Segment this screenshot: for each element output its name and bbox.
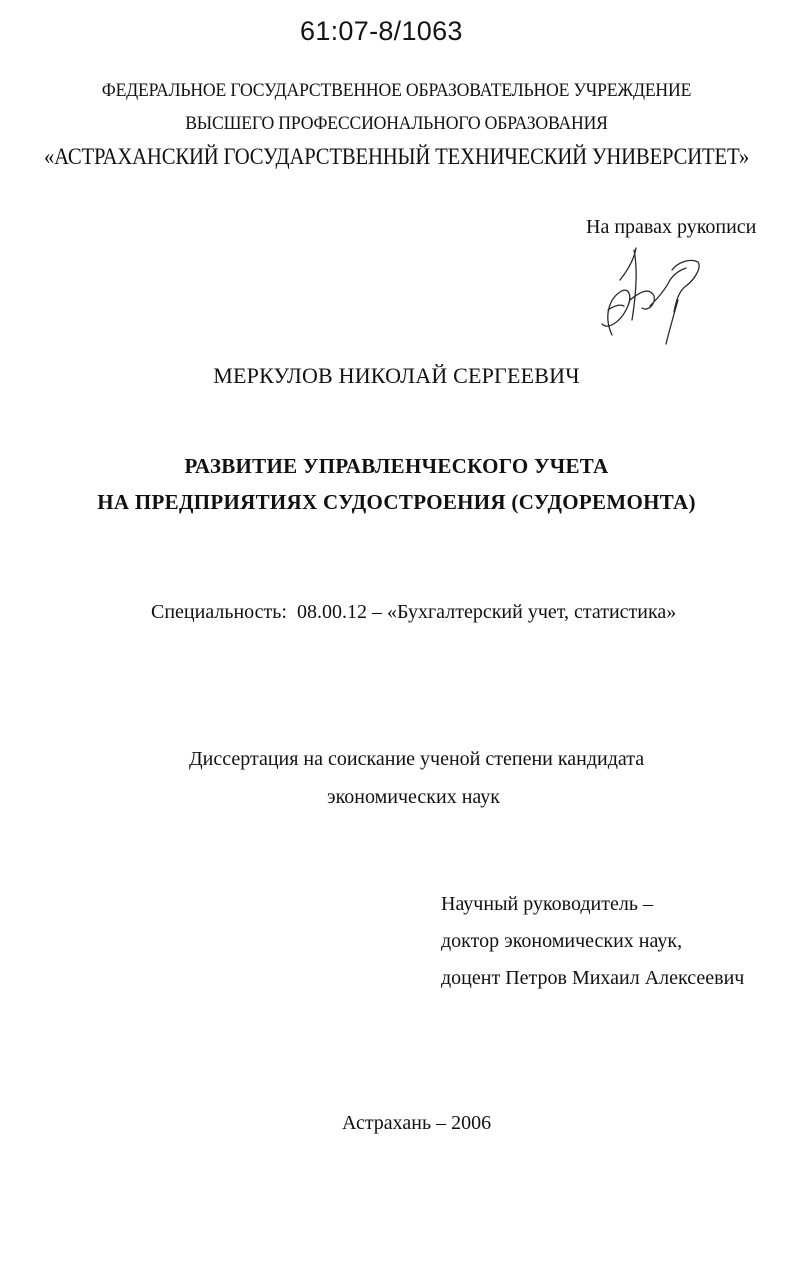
specialty-label: Специальность: xyxy=(151,601,287,623)
specialty-code: 08.00.12 – «Бухгалтерский учет, статистика» xyxy=(296,601,677,623)
catalog-number: 61:07-8/1063 xyxy=(300,16,463,46)
supervisor-line-2: доктор экономических наук, xyxy=(441,930,683,952)
supervisor-line-3: доцент Петров Михаил Алексеевич xyxy=(441,967,745,989)
specialty xyxy=(151,601,676,624)
supervisor-line-1: Научный руководитель – xyxy=(441,893,653,915)
degree-line-1: Диссертация на соискание ученой степени кандидата xyxy=(189,748,645,770)
degree-line-2: экономических наук xyxy=(327,786,500,808)
signature-icon xyxy=(590,240,720,350)
manuscript-note: На правах рукописи xyxy=(586,216,757,238)
author-name: МЕРКУЛОВ НИКОЛАЙ СЕРГЕЕВИЧ xyxy=(213,363,580,388)
city-year: Астрахань – 2006 xyxy=(342,1112,492,1134)
dissertation-title-line-2: НА ПРЕДПРИЯТИЯХ СУДОСТРОЕНИЯ (СУДОРЕМОНТА) xyxy=(97,490,696,514)
institution-line-3: «АСТРАХАНСКИЙ ГОСУДАРСТВЕННЫЙ ТЕХНИЧЕСКИЙ УНИВЕРСИТЕТ» xyxy=(43,144,750,169)
institution-line-1: ФЕДЕРАЛЬНОЕ ГОСУДАРСТВЕННОЕ ОБРАЗОВАТЕЛЬНОЕ УЧРЕЖДЕНИЕ xyxy=(101,80,692,101)
institution-line-2: ВЫСШЕГО ПРОФЕССИОНАЛЬНОГО ОБРАЗОВАНИЯ xyxy=(185,113,608,134)
dissertation-title-line-1: РАЗВИТИЕ УПРАВЛЕНЧЕСКОГО УЧЕТА xyxy=(184,454,609,478)
